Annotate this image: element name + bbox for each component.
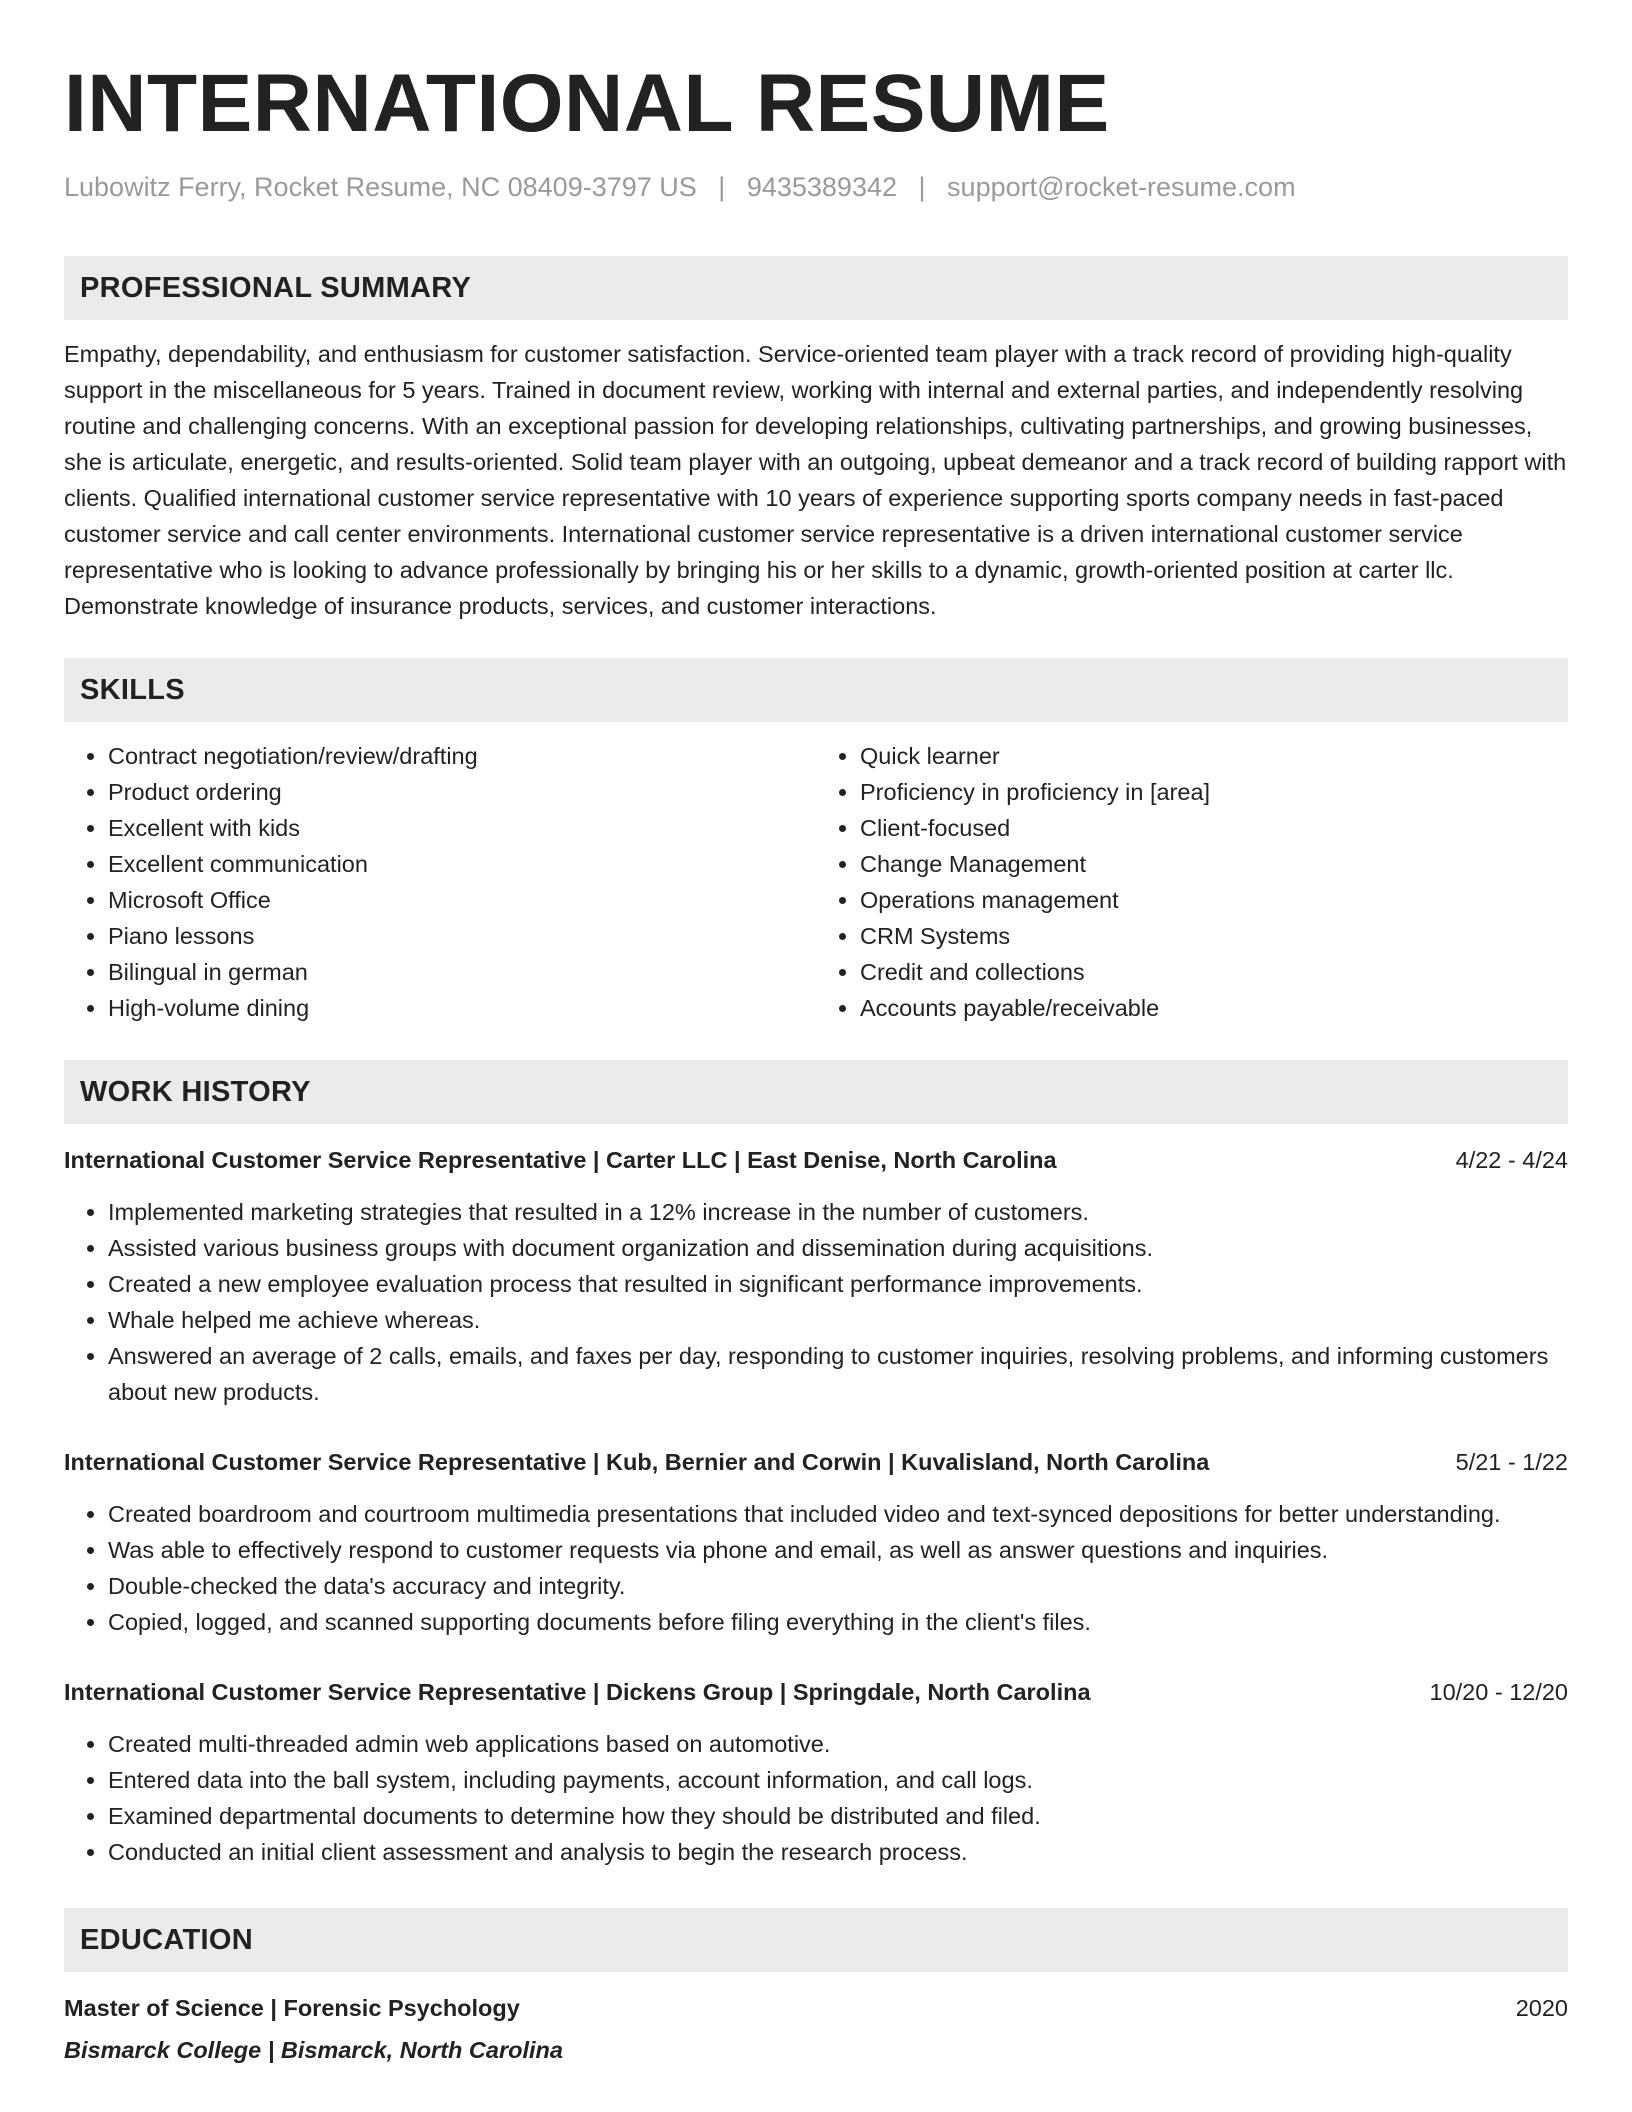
job-bullets: [64, 1194, 1568, 1410]
skill-item: • Accounts payable/receivable: [860, 990, 1568, 1026]
skill-item: • Bilingual in german: [108, 954, 816, 990]
contact-address: Lubowitz Ferry, Rocket Resume, NC 08409-3797 US: [64, 172, 697, 202]
job-entry: [64, 1676, 1568, 1870]
skills-list: [64, 738, 1568, 1026]
section-heading-education: EDUCATION: [64, 1908, 1568, 1972]
contact-separator: |: [918, 172, 926, 202]
job-header: [64, 1676, 1568, 1708]
section-heading-summary: PROFESSIONAL SUMMARY: [64, 256, 1568, 320]
skill-item: • Client-focused: [860, 810, 1568, 846]
skill-item: • Product ordering: [108, 774, 816, 810]
job-bullet: • Created boardroom and courtroom multimedia presentations that included video and text-synced depositions for better understanding.: [108, 1496, 1568, 1532]
resume-title: INTERNATIONAL RESUME: [64, 58, 1110, 149]
job-bullet: • Assisted various business groups with document organization and dissemination during acquisitions.: [108, 1230, 1568, 1266]
education-header: [64, 1992, 1568, 2024]
job-bullet: • Answered an average of 2 calls, emails, and faxes per day, responding to customer inquiries, resolving problems, and informing customers about new products.: [108, 1338, 1568, 1410]
job-title: International Customer Service Representative | Carter LLC | East Denise, North Carolina: [64, 1147, 1057, 1173]
section-heading-skills: SKILLS: [64, 658, 1568, 722]
job-header: [64, 1446, 1568, 1478]
job-bullet: • Was able to effectively respond to customer requests via phone and email, as well as answer questions and inquiries.: [108, 1532, 1568, 1568]
skill-item: • Operations management: [860, 882, 1568, 918]
skill-item: • Piano lessons: [108, 918, 816, 954]
job-dates: 4/22 - 4/24: [1455, 1147, 1568, 1173]
job-dates: 5/21 - 1/22: [1455, 1449, 1568, 1475]
job-entry: [64, 1446, 1568, 1640]
education-school: Bismarck College | Bismarck, North Carolina: [64, 2037, 563, 2063]
contact-phone: 9435389342: [746, 172, 897, 202]
job-title: International Customer Service Representative | Dickens Group | Springdale, North Carolina: [64, 1679, 1091, 1705]
job-bullets: [64, 1726, 1568, 1870]
job-bullet: • Conducted an initial client assessment and analysis to begin the research process.: [108, 1834, 1568, 1870]
skill-item: • Excellent with kids: [108, 810, 816, 846]
skill-item: • Quick learner: [860, 738, 1568, 774]
job-dates: 10/20 - 12/20: [1429, 1679, 1568, 1705]
skill-item: • High-volume dining: [108, 990, 816, 1026]
job-bullet: • Implemented marketing strategies that resulted in a 12% increase in the number of customers.: [108, 1194, 1568, 1230]
job-bullet: • Created multi-threaded admin web applications based on automotive.: [108, 1726, 1568, 1762]
skill-item: • Microsoft Office: [108, 882, 816, 918]
skill-item: • Change Management: [860, 846, 1568, 882]
skills-column-left: [64, 738, 816, 1026]
skills-column-right: [816, 738, 1568, 1026]
job-bullet: • Whale helped me achieve whereas.: [108, 1302, 1568, 1338]
skill-item: • Credit and collections: [860, 954, 1568, 990]
skill-item: • Excellent communication: [108, 846, 816, 882]
job-bullet: • Copied, logged, and scanned supporting documents before filing everything in the client's files.: [108, 1604, 1568, 1640]
contact-email[interactable]: support@rocket-resume.com: [947, 172, 1296, 202]
job-header: [64, 1144, 1568, 1176]
job-bullets: [64, 1496, 1568, 1640]
education-entry: [64, 1992, 1568, 2066]
contact-line: [64, 170, 1568, 204]
education-degree: Master of Science | Forensic Psychology: [64, 1995, 520, 2021]
job-bullet: • Examined departmental documents to determine how they should be distributed and filed.: [108, 1798, 1568, 1834]
skill-item: • CRM Systems: [860, 918, 1568, 954]
job-entry: [64, 1144, 1568, 1410]
job-bullet: • Double-checked the data's accuracy and integrity.: [108, 1568, 1568, 1604]
contact-separator: |: [718, 172, 726, 202]
education-year: 2020: [1515, 1995, 1568, 2021]
job-bullet: • Entered data into the ball system, including payments, account information, and call logs.: [108, 1762, 1568, 1798]
summary-text: Empathy, dependability, and enthusiasm for customer satisfaction. Service-oriented team player with a track record of providing high-quality support in the miscellaneous for 5 years. Trained in document review, working with internal and external parties, and independently resolving routine and challenging concerns. With an exceptional passion for developing relationships, cultivating partnerships, and growing businesses, she is articulate, energetic, and results-oriented. Solid team player with an outgoing, upbeat demeanor and a track record of building rapport with clients. Qualified international customer service representative with 10 years of experience supporting sports company needs in fast-paced customer service and call center environments. International customer service representative is a driven international customer service representative who is looking to advance professionally by bringing his or her skills to a dynamic, growth-oriented position at carter llc. Demonstrate knowledge of insurance products, services, and customer interactions.: [64, 341, 1567, 619]
skill-item: • Proficiency in proficiency in [area]: [860, 774, 1568, 810]
job-title: International Customer Service Representative | Kub, Bernier and Corwin | Kuvalisland, North Carolina: [64, 1449, 1210, 1475]
job-bullet: • Created a new employee evaluation process that resulted in significant performance improvements.: [108, 1266, 1568, 1302]
section-heading-work-history: WORK HISTORY: [64, 1060, 1568, 1124]
skill-item: • Contract negotiation/review/drafting: [108, 738, 816, 774]
